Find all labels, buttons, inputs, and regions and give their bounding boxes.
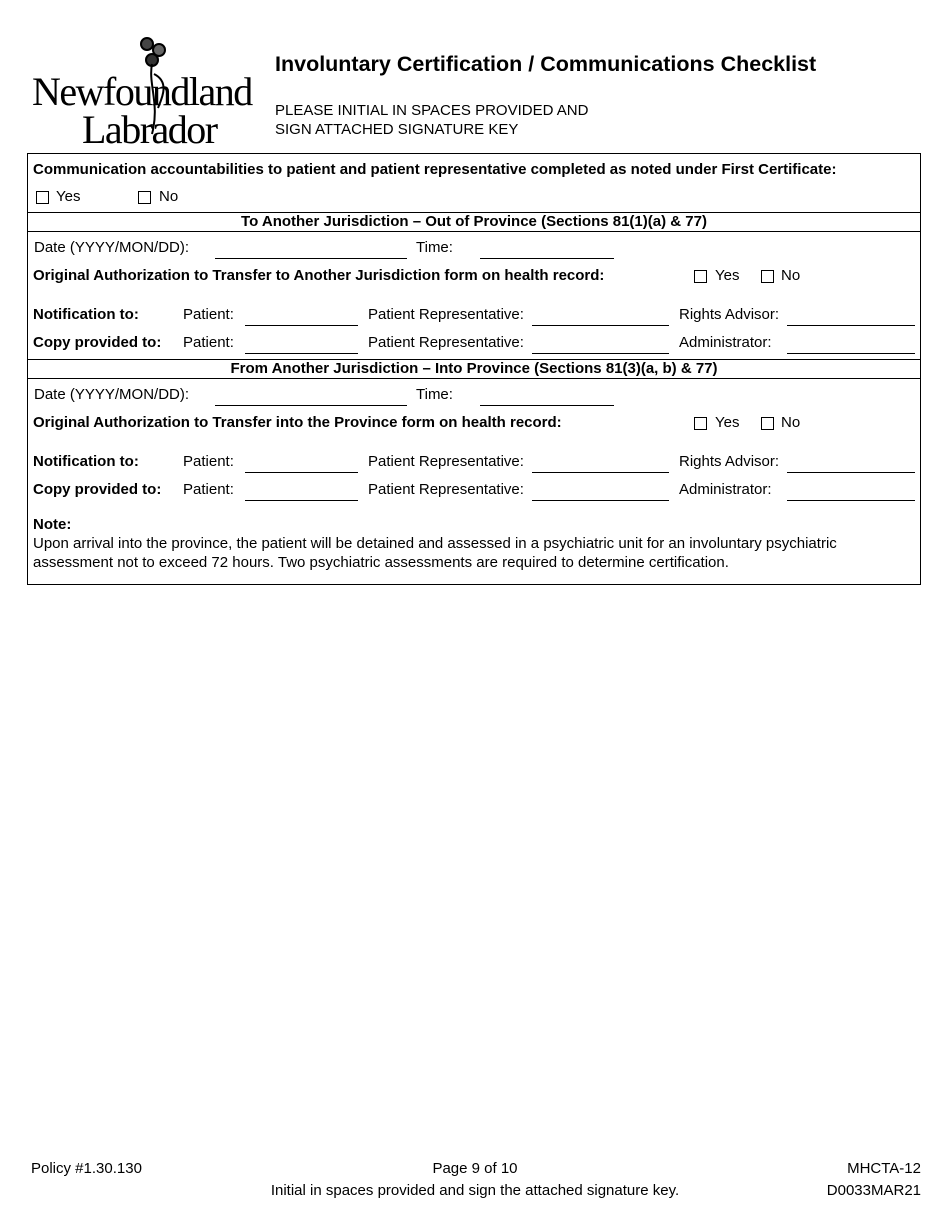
- section2-authorization: Original Authorization to Transfer into the Province form on health record:: [33, 414, 562, 431]
- section1-date-field[interactable]: [215, 258, 407, 259]
- instruction-line-1: PLEASE INITIAL IN SPACES PROVIDED AND: [275, 102, 589, 119]
- intro-question: Communication accountabilities to patient and patient representative completed as noted under First Certificate:: [33, 161, 837, 178]
- section1-time-field[interactable]: [480, 258, 614, 259]
- intro-yes-checkbox[interactable]: [36, 191, 49, 204]
- section2-yes-checkbox[interactable]: [694, 417, 707, 430]
- section1-authorization: Original Authorization to Transfer to Another Jurisdiction form on health record:: [33, 267, 605, 284]
- section2-notif-rights-field[interactable]: [787, 472, 915, 473]
- section2-yes-label: Yes: [715, 414, 740, 431]
- section2-notif-rep-field[interactable]: [532, 472, 669, 473]
- newfoundland-labrador-logo: [30, 34, 252, 152]
- note-label: Note:: [33, 516, 72, 533]
- section2-date-label: Date (YYYY/MON/DD):: [34, 386, 190, 403]
- section1-copy-patient-label: Patient:: [183, 334, 234, 351]
- section2-time-field[interactable]: [480, 405, 614, 406]
- footer-page-number: Page 9 of 10: [432, 1160, 518, 1177]
- section1-notif-patient-field[interactable]: [245, 325, 358, 326]
- note-line-2: assessment not to exceed 72 hours. Two psychiatric assessments are required to determine certification.: [33, 554, 729, 571]
- section2-no-label: No: [781, 414, 801, 431]
- divider: [28, 231, 920, 232]
- section1-yes-label: Yes: [715, 267, 740, 284]
- section1-no-label: No: [781, 267, 801, 284]
- footer-instruction: Initial in spaces provided and sign the attached signature key.: [270, 1182, 680, 1199]
- instruction-line-2: SIGN ATTACHED SIGNATURE KEY: [275, 121, 519, 138]
- section2-copy-rep-field[interactable]: [532, 500, 669, 501]
- section2-notif-patient-field[interactable]: [245, 472, 358, 473]
- intro-yes-label: Yes: [56, 188, 81, 205]
- footer-policy: Policy #1.30.130: [31, 1160, 142, 1177]
- section2-copy-admin-label: Administrator:: [679, 481, 772, 498]
- section2-notif-patient-label: Patient:: [183, 453, 234, 470]
- section1-copy-rep-field[interactable]: [532, 353, 669, 354]
- section2-copy-admin-field[interactable]: [787, 500, 915, 501]
- section2-no-checkbox[interactable]: [761, 417, 774, 430]
- section1-copy-admin-field[interactable]: [787, 353, 915, 354]
- section2-heading: From Another Jurisdiction – Into Province (Sections 81(3)(a, b) & 77): [230, 360, 718, 377]
- section2-copy-patient-field[interactable]: [245, 500, 358, 501]
- note-line-1: Upon arrival into the province, the patient will be detained and assessed in a psychiatric unit for an involuntary psychiatric: [33, 535, 837, 552]
- page-title: Involuntary Certification / Communications Checklist: [275, 52, 817, 76]
- section1-notif-rights-label: Rights Advisor:: [679, 306, 780, 323]
- section2-time-label: Time:: [416, 386, 453, 403]
- logo-text-labrador: Labrador: [82, 107, 217, 152]
- section1-notification-label: Notification to:: [33, 306, 139, 323]
- section2-copy-rep-label: Patient Representative:: [368, 481, 524, 498]
- section2-copy-patient-label: Patient:: [183, 481, 234, 498]
- section1-heading: To Another Jurisdiction – Out of Province (Sections 81(1)(a) & 77): [241, 213, 707, 230]
- section1-copy-admin-label: Administrator:: [679, 334, 772, 351]
- section1-notif-rep-label: Patient Representative:: [368, 306, 524, 323]
- header-instructions: [275, 101, 588, 139]
- section2-date-field[interactable]: [215, 405, 407, 406]
- intro-no-label: No: [159, 188, 179, 205]
- section1-copy-label: Copy provided to:: [33, 334, 162, 351]
- divider: [28, 378, 920, 379]
- section1-time-label: Time:: [416, 239, 453, 256]
- footer-doc-code: D0033MAR21: [826, 1182, 921, 1199]
- section2-copy-label: Copy provided to:: [33, 481, 162, 498]
- section1-yes-checkbox[interactable]: [694, 270, 707, 283]
- section1-date-label: Date (YYYY/MON/DD):: [34, 239, 190, 256]
- section1-copy-rep-label: Patient Representative:: [368, 334, 524, 351]
- section1-no-checkbox[interactable]: [761, 270, 774, 283]
- logo-text-newfoundland: Newfoundland: [32, 69, 252, 114]
- section1-notif-patient-label: Patient:: [183, 306, 234, 323]
- section1-notif-rep-field[interactable]: [532, 325, 669, 326]
- intro-no-checkbox[interactable]: [138, 191, 151, 204]
- section2-notif-rights-label: Rights Advisor:: [679, 453, 780, 470]
- section2-notification-label: Notification to:: [33, 453, 139, 470]
- section1-notif-rights-field[interactable]: [787, 325, 915, 326]
- section1-copy-patient-field[interactable]: [245, 353, 358, 354]
- checklist-form: [27, 153, 921, 585]
- footer-form-code: MHCTA-12: [847, 1160, 921, 1177]
- section2-notif-rep-label: Patient Representative:: [368, 453, 524, 470]
